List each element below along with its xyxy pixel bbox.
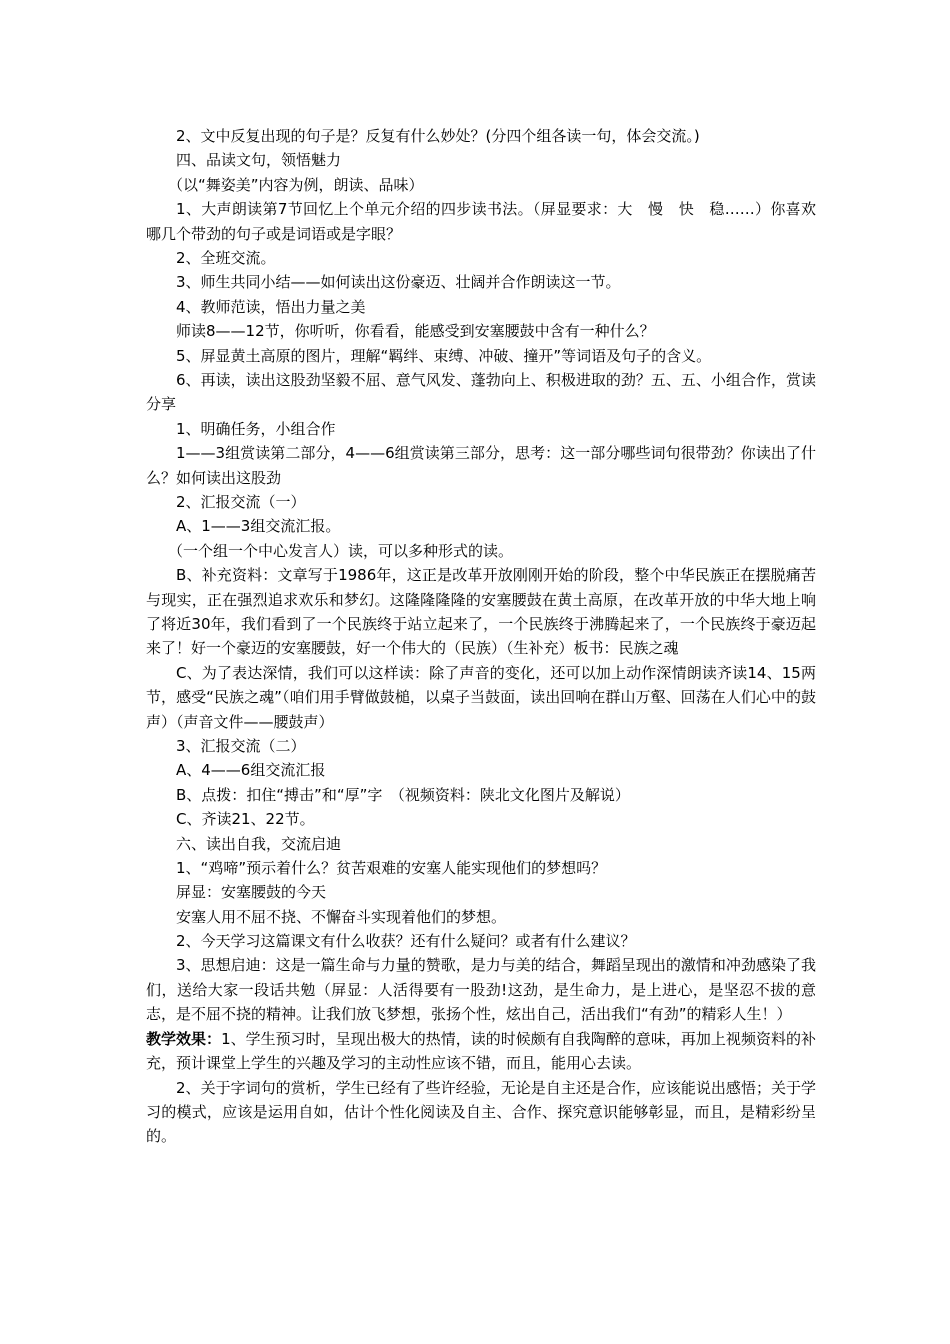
paragraph: C、为了表达深情，我们可以这样读：除了声音的变化，还可以加上动作深情朗读齐读14、15两节，感受“民族之魂”（咱们用手臂做鼓槌，以桌子当鼓面，读出回响在群山万壑、回荡在人们心中的鼓声）（声音文件——腰鼓声） [146, 663, 816, 731]
teaching-effect-text: 1、学生预习时，呈现出极大的热情，读的时候颇有自我陶醉的意味，再加上视频资料的补充，预计课堂上学生的兴趣及学习的主动性应该不错，而且，能用心去读。 [146, 1029, 816, 1073]
paragraph: 师读8——12节，你听听，你看看，能感受到安塞腰鼓中含有一种什么？ [176, 322, 655, 341]
paragraph: 2、全班交流。 [176, 248, 276, 267]
paragraph: A、4——6组交流汇报 [176, 761, 326, 780]
paragraph: （以“舞姿美”内容为例，朗读、品味） [168, 175, 424, 194]
paragraph: 3、师生共同小结——如何读出这份豪迈、壮阔并合作朗读这一节。 [176, 273, 621, 292]
paragraph: C、齐读21、22节。 [176, 810, 315, 829]
paragraph: 3、汇报交流（二） [176, 736, 306, 755]
paragraph: 6、再读，读出这股劲坚毅不屈、意气风发、蓬勃向上、积极进取的劲？五、五、小组合作，赏读分享 [146, 370, 816, 414]
paragraph: 4、教师范读，悟出力量之美 [176, 297, 366, 316]
paragraph: 1、大声朗读第7节回忆上个单元介绍的四步读书法。（屏显要求：大 慢 快 稳……）你喜欢哪几个带劲的句子或是词语或是字眼？ [146, 200, 816, 243]
paragraph: B、补充资料：文章写于1986年，这正是改革开放刚刚开始的阶段，整个中华民族正在摆脱痛苦与现实，正在强烈追求欢乐和梦幻。这隆隆隆隆的安塞腰鼓在黄土高原，在改革开放的中华大地上响了将近30年，我们看到了一个民族终于站立起来了，一个民族终于沸腾起来了，一个民族终于豪迈起来了！好一个豪迈的安塞腰鼓，好一个伟大的（民族）（生补充）板书：民族之魂 [146, 566, 816, 658]
paragraph: B、点拨：扣住“搏击”和“厚”字 （视频资料：陕北文化图片及解说） [176, 785, 630, 804]
teaching-effect-label: 教学效果： [146, 1029, 222, 1048]
paragraph: 3、思想启迪：这是一篇生命与力量的赞歌，是力与美的结合，舞蹈呈现出的激情和冲劲感染了我们，送给大家一段话共勉（屏显：人活得要有一股劲!这劲，是生命力，是上进心，是坚忍不拔的意志，是不屈不挠的精神。让我们放飞梦想，张扬个性，炫出自己，活出我们“有劲”的精彩人生！） [146, 956, 816, 1024]
paragraph: 5、屏显黄土高原的图片，理解“羁绊、束缚、冲破、撞开”等词语及句子的含义。 [176, 346, 712, 365]
paragraph: （一个组一个中心发言人）读，可以多种形式的读。 [168, 541, 514, 560]
paragraph: 1、“鸡啼”预示着什么？贫苦艰难的安塞人能实现他们的梦想吗？ [176, 858, 607, 877]
paragraph: 2、关于字词句的赏析，学生已经有了些许经验，无论是自主还是合作，应该能说出感悟；关于学习的模式，应该是运用自如，估计个性化阅读及自主、合作、探究意识能够彰显，而且，是精彩纷呈的。 [146, 1078, 816, 1146]
paragraph: 1——3组赏读第二部分，4——6组赏读第三部分，思考：这一部分哪些词句很带劲？你读出了什么？如何读出这股劲 [146, 444, 816, 487]
document-page [146, 124, 816, 1149]
paragraph: 2、文中反复出现的句子是？反复有什么妙处？(分四个组各读一句，体会交流。) [176, 127, 700, 145]
paragraph: 安塞人用不屈不挠、不懈奋斗实现着他们的梦想。 [176, 907, 507, 926]
teaching-effect-paragraph [146, 1027, 816, 1076]
paragraph: 屏显：安塞腰鼓的今天 [176, 883, 327, 902]
section-heading: 四、品读文句，领悟魅力 [176, 151, 342, 170]
paragraph: 1、明确任务，小组合作 [176, 419, 336, 438]
paragraph: 2、汇报交流（一） [176, 492, 306, 511]
paragraph: A、1——3组交流汇报。 [176, 517, 341, 536]
paragraph: 2、今天学习这篇课文有什么收获？还有什么疑问？或者有什么建议？ [176, 932, 636, 951]
section-heading: 六、读出自我，交流启迪 [176, 834, 342, 853]
